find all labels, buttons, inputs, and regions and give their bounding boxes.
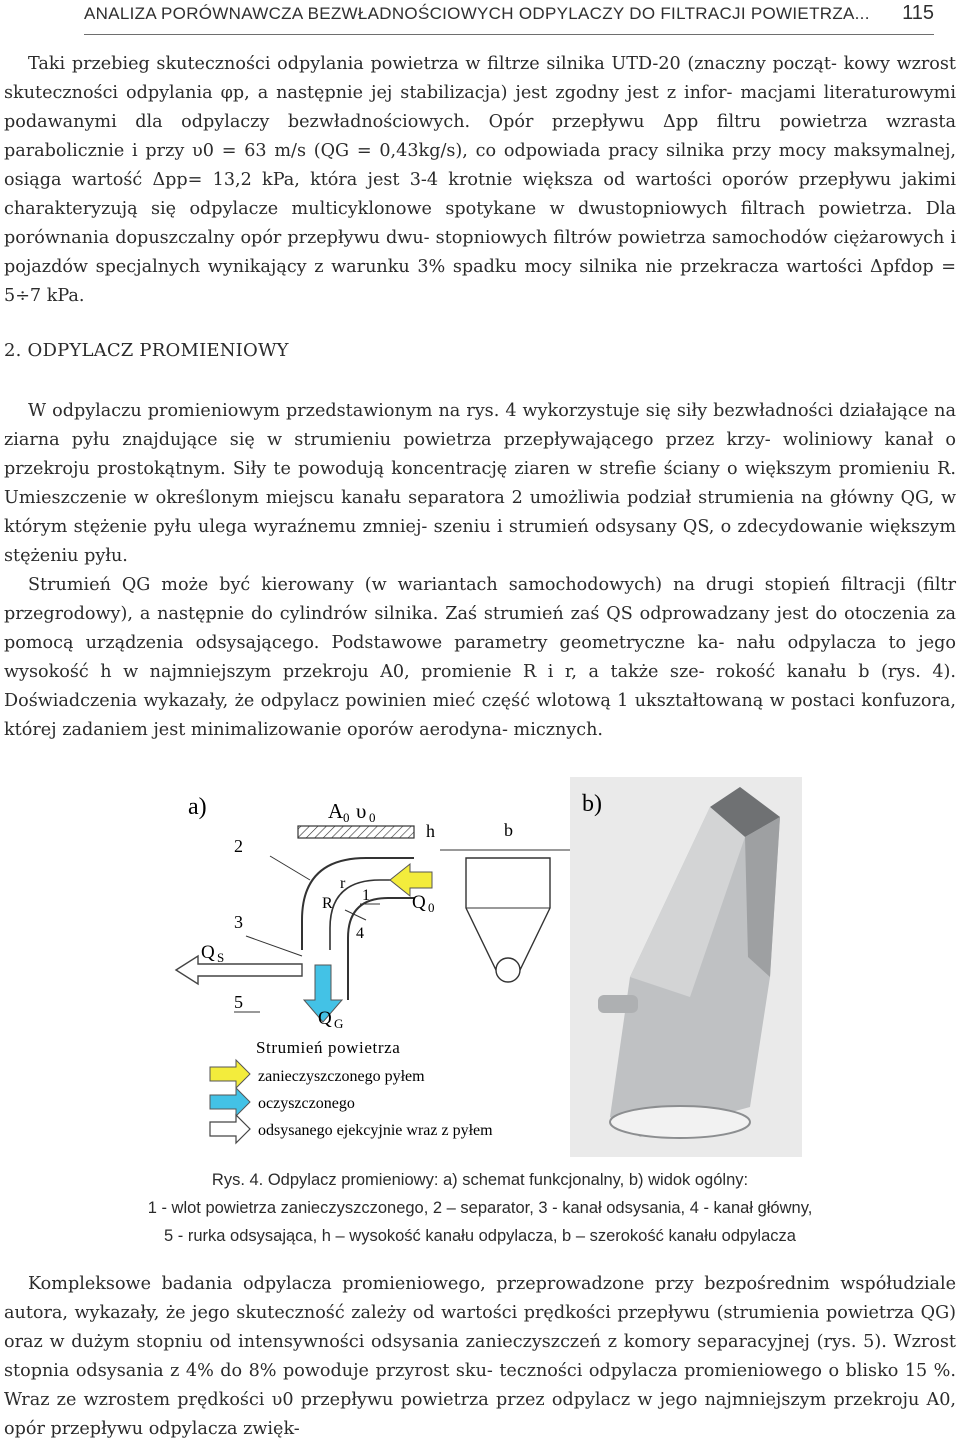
p1-line: z warunku 3% spadku mocy silnika nie przekracza wartości Δpfdop = 5÷7 kPa. [4, 257, 956, 306]
label-b: b) [582, 791, 602, 817]
paragraph-4-text [4, 1270, 956, 1444]
num-1: 1 [362, 887, 370, 904]
paragraph-4 [4, 1270, 956, 1444]
q0-letter: Q [412, 892, 426, 913]
legend-item [210, 1060, 425, 1088]
p2-line: ściany o większym promieniu R. Umieszczenie w określonym miejscu kanału separatora 2 [4, 459, 956, 508]
legend-item [210, 1088, 355, 1116]
p4-line: powietrza przez odpylacz w jego najmniejszym przekroju A0, opór przepływu odpylacza zwięk- [4, 1390, 956, 1439]
caption-line: 1 - wlot powietrza zanieczyszczonego, 2 – separator, 3 - kanał odsysania, 4 - kanał główny, [147, 1199, 813, 1217]
paragraph-1-text [4, 50, 956, 311]
num-5: 5 [234, 992, 243, 1012]
label-a: a) [188, 794, 207, 820]
caption-line: 5 - rurka odsysająca, h – wysokość kanału odpylacza, b – szerokość kanału odpylacza [164, 1227, 796, 1245]
p1-line: w dwustopniowych filtrach powietrza. Dla porównania dopuszczalny opór przepływu dwu- [4, 199, 957, 248]
p3-line: rokość kanału b (rys. 4). Doświadczenia wykazały, że odpylacz powinien mieć część wlotową 1 [4, 662, 957, 711]
p2-line: woliniowy kanał o przekroju prostokątnym. Siły te powodują koncentrację ziaren w strefie [4, 430, 956, 479]
u0-letter: υ [356, 799, 367, 823]
a0-label [328, 799, 376, 825]
leader-2 [270, 856, 310, 880]
p3-line: do otoczenia za pomocą urządzenia odsysającego. Podstawowe parametry geometryczne ka- [4, 604, 956, 653]
legend-arrow-blue [210, 1088, 250, 1116]
figure-4b-photo [570, 777, 802, 1157]
p1-line: filtru powietrza wzrasta parabolicznie i przy υ0 = 63 m/s (QG = 0,43kg/s), co odpowiada pracy [4, 112, 956, 161]
paragraphs-2-3 [4, 397, 956, 745]
r-label: r [340, 875, 346, 892]
p2-line: działające na ziarna pyłu znajdujące się w strumieniu powietrza przepływającego przez krzy- [4, 401, 956, 450]
p2-line: W odpylaczu promieniowym przedstawionym na rys. 4 wykorzystuje się siły bezwładności [28, 401, 834, 421]
p3-line: (filtr przegrodowy), a następnie do cylindrów silnika. Zaś strumień zaś QS odprowadzany jest [4, 575, 956, 624]
num-3: 3 [234, 912, 243, 932]
legend-label: odsysanego ejekcyjnie wraz z pyłem [258, 1122, 493, 1139]
p4-line: teczności odpylacza promieniowego o blisko 15 %. Wraz ze wzrostem prędkości υ0 przepływu [4, 1361, 956, 1410]
p4-line: z komory separacyjnej (rys. 5). Wzrost stopnia odsysania z 4% do 8% powoduje przyrost sku- [4, 1332, 956, 1381]
a0-sub: 0 [343, 810, 350, 825]
num-4: 4 [356, 925, 364, 942]
caption-line: Rys. 4. Odpylacz promieniowy: a) schemat funkcjonalny, b) widok ogólny: [211, 1171, 749, 1189]
separator-photo-drawing [570, 777, 802, 1157]
paragraph-1 [4, 50, 956, 311]
p1-line: stopniowych filtrów powietrza samochodów ciężarowych i pojazdów specjalnych wynikający [4, 228, 956, 277]
legend-arrow-white [210, 1115, 250, 1143]
h-label: h [426, 821, 435, 841]
p3-line: nału odpylacza to jego wysokość h w najmniejszym przekroju A0, promienie R i r, a także sze- [4, 633, 956, 682]
b-label: b [504, 820, 513, 840]
q0-sub: 0 [428, 900, 435, 915]
legend-label: oczyszczonego [258, 1095, 355, 1112]
p1-line: macjami literaturowymi podawanymi dla odpylaczy bezwładnościowych. Opór przepływu Δpp [4, 83, 956, 132]
page-number: 115 [902, 2, 934, 24]
p3-line: Strumień QG może być kierowany (w wariantach samochodowych) na drugi stopień filtracji [28, 575, 906, 595]
p2-line: umożliwia podział strumienia na główny QG, w którym stężenie pyłu ulega wyraźnemu zmniej- [4, 488, 957, 537]
p1-line: silnika przy mocy maksymalnej, osiąga wartość Δpp= 13,2 kPa, która jest 3-4 krotnie większa [4, 141, 956, 190]
p4-line: (strumienia powietrza QG) oraz w dużym stopniu od intensywności odsysania zanieczyszczeń [4, 1303, 957, 1352]
paragraph-2 [4, 397, 956, 571]
legend-title: Strumień powietrza [256, 1038, 401, 1057]
a0-hatch [298, 826, 414, 838]
qs-letter: Q [201, 942, 215, 963]
qs-sub: S [217, 950, 225, 965]
num-2: 2 [234, 836, 243, 856]
running-header [84, 0, 934, 35]
header-title: ANALIZA PORÓWNAWCZA BEZWŁADNOŚCIOWYCH ODPYLACZY DO FILTRACJI POWIETRZA... [84, 4, 870, 23]
figure-caption [0, 1166, 960, 1250]
R-label: R [322, 895, 333, 912]
p1-line: Taki przebieg skuteczności odpylania powietrza w filtrze silnika UTD-20 (znaczny począt- [28, 54, 837, 74]
qg-letter: Q [318, 1008, 332, 1029]
legend-arrow-yellow [210, 1060, 250, 1088]
paragraph-3 [4, 571, 956, 745]
leader-3 [246, 936, 302, 956]
p2-line: szeniu i strumień odsysany QS, o zdecydowanie większym stężeniu pyłu. [4, 517, 957, 566]
side-view-body [466, 858, 550, 970]
p4-line: współudziale autora, wykazały, że jego skuteczność zależy od wartości prędkości przepływu [4, 1274, 957, 1323]
a0-letter: A [328, 799, 344, 823]
p1-line: od wartości oporów przepływu jakimi charakteryzują się odpylacze multicyklonowe spotykane [4, 170, 957, 219]
suction-tube-section [496, 958, 520, 982]
p3-line: micznych. [513, 720, 604, 740]
p1-line: kowy wzrost skuteczności odpylania φp, a następnie jej stabilizacja) jest zgodny jest z infor- [4, 54, 956, 103]
u0-sub: 0 [369, 810, 376, 825]
section-heading: 2. ODPYLACZ PROMIENIOWY [4, 340, 289, 361]
legend-item [210, 1115, 493, 1143]
qs-arrow [176, 956, 302, 984]
p3-line: ukształtowaną w postaci konfuzora, której zadaniem jest minimalizowanie oporów aerodyna- [4, 691, 956, 740]
legend-label: zanieczyszczonego pyłem [258, 1068, 425, 1085]
qg-sub: G [334, 1016, 344, 1031]
inner-wall [348, 898, 414, 1000]
p4-line: Kompleksowe badania odpylacza promieniowego, przeprowadzone przy bezpośrednim [28, 1274, 830, 1294]
